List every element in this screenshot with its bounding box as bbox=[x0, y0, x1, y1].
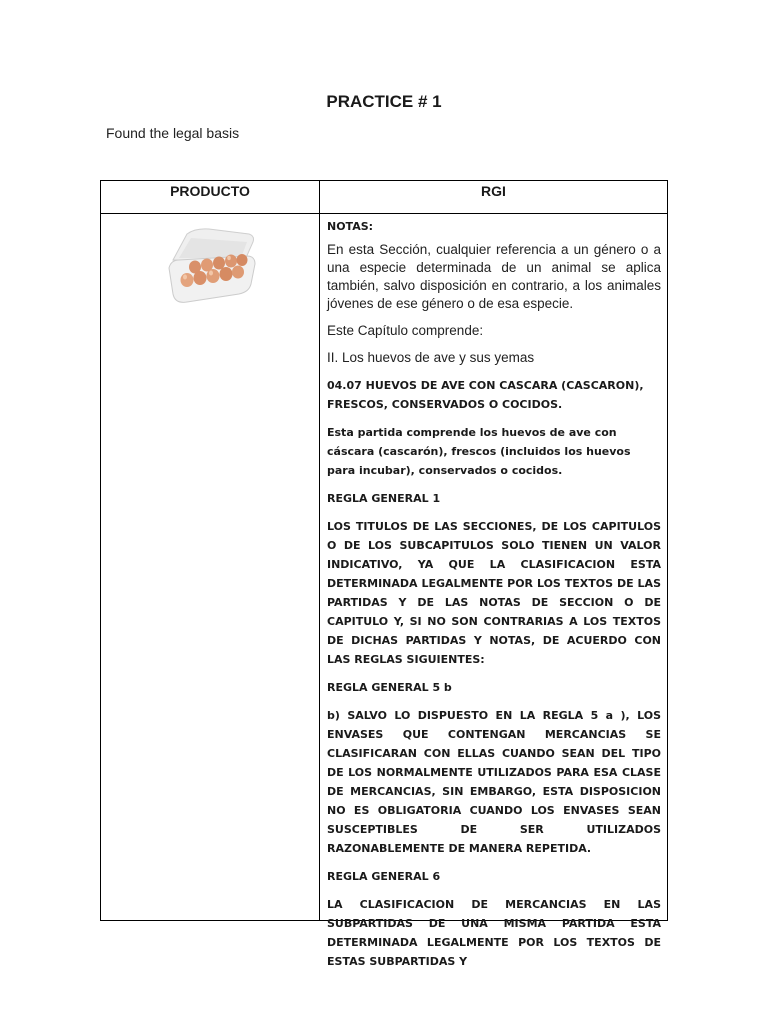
header-producto: PRODUCTO bbox=[101, 181, 320, 214]
page-subtitle: Found the legal basis bbox=[106, 125, 240, 141]
rgi-cell bbox=[320, 214, 668, 968]
page-title: PRACTICE # 1 bbox=[326, 92, 442, 111]
rgi-content bbox=[327, 220, 661, 968]
heading-regla-6: REGLA GENERAL 6 bbox=[327, 870, 441, 883]
paragraph-regla-5b: b) SALVO LO DISPUESTO EN LA REGLA 5 a ), LOS ENVASES QUE CONTENGAN MERCANCIAS SE CLASIFICARAN CON ELLAS CUANDO SEAN DEL TIPO DE LOS NORMALMENTE UTILIZADOS PARA ESA CLASE DE MERCANCIAS, SIN EMBARGO, ESTA DISPOSICION NO ES OBLIGATORIA CUANDO LOS ENVASES SEAN SUSCEPTIBLES DE SER UTILIZADOS RAZONABLEMENTE DE MANERA REPETIDA. bbox=[327, 709, 661, 855]
heading-regla-1: REGLA GENERAL 1 bbox=[327, 492, 441, 505]
egg-carton-image bbox=[165, 220, 257, 306]
paragraph-seccion: En esta Sección, cualquier referencia a un género o a una especie determinada de un animal se aplica también, salvo disposición en contrario, a los animales jóvenes de ese género o de esa especie. bbox=[327, 242, 661, 311]
heading-regla-5b: REGLA GENERAL 5 b bbox=[327, 681, 452, 694]
table-row bbox=[101, 214, 668, 921]
header-rgi: RGI bbox=[320, 181, 668, 214]
paragraph-capitulo: Este Capítulo comprende: bbox=[327, 323, 484, 338]
classification-table bbox=[100, 180, 668, 968]
paragraph-huevos: II. Los huevos de ave y sus yemas bbox=[327, 350, 535, 365]
notes-label: NOTAS: bbox=[327, 220, 374, 233]
paragraph-regla-1: LOS TITULOS DE LAS SECCIONES, DE LOS CAPITULOS O DE LOS SUBCAPITULOS SOLO TIENEN UN VALOR INDICATIVO, YA QUE LA CLASIFICACION ESTA DETERMINADA LEGALMENTE POR LOS TEXTOS DE LAS PARTIDAS Y DE LAS NOTAS DE SECCION O DE CAPITULO Y, SI NO SON CONTRARIAS A LOS TEXTOS DE DICHAS PARTIDAS Y NOTAS, DE ACUERDO CON LAS REGLAS SIGUIENTES: bbox=[327, 520, 661, 666]
product-cell bbox=[101, 214, 320, 921]
paragraph-partida-desc: Esta partida comprende los huevos de ave con cáscara (cascarón), frescos (incluidos los huevos para incubar), conservados o cocidos. bbox=[327, 426, 631, 477]
heading-partida-0407: 04.07 HUEVOS DE AVE CON CASCARA (CASCARON), FRESCOS, CONSERVADOS O COCIDOS. bbox=[327, 379, 644, 411]
paragraph-regla-6: LA CLASIFICACION DE MERCANCIAS EN LAS SUBPARTIDAS DE UNA MISMA PARTIDA ESTA DETERMINADA LEGALMENTE POR LOS TEXTOS DE ESTAS SUBPARTIDAS Y bbox=[327, 898, 661, 968]
table-header-row bbox=[101, 181, 668, 214]
